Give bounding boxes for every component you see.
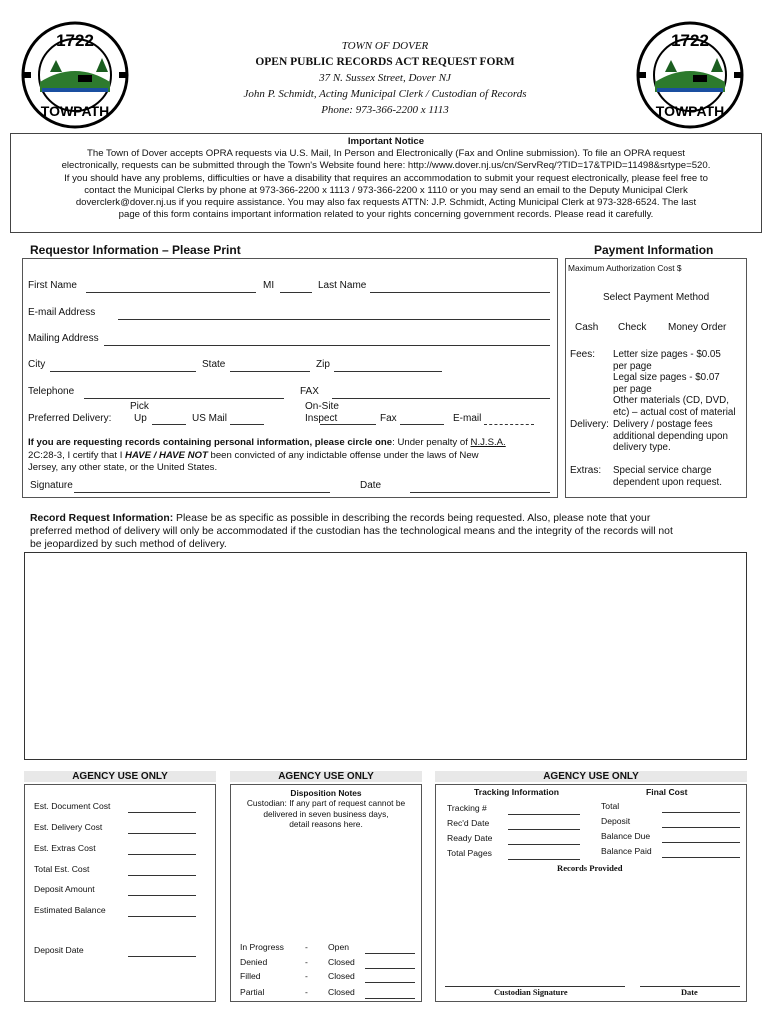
- first-name-field[interactable]: [86, 292, 256, 293]
- zip-field[interactable]: [334, 371, 442, 372]
- preferred-delivery-label: Preferred Delivery:: [28, 413, 112, 424]
- total-pages-label: Total Pages: [447, 848, 492, 858]
- status-partial[interactable]: Partial: [240, 987, 265, 997]
- est-delivery-cost-field[interactable]: [128, 833, 196, 834]
- mailing-field[interactable]: [104, 345, 550, 346]
- money-order-option[interactable]: Money Order: [668, 322, 727, 333]
- cert-statute: N.J.S.A.: [470, 437, 506, 448]
- first-name-label: First Name: [28, 280, 77, 291]
- est-extras-cost-field[interactable]: [128, 854, 196, 855]
- fax-field[interactable]: [332, 398, 550, 399]
- records-provided-area[interactable]: [440, 876, 742, 984]
- certification-text: [28, 437, 548, 475]
- fee-line: per page: [613, 383, 652, 395]
- status-in-progress[interactable]: In Progress: [240, 942, 284, 952]
- check-option[interactable]: Check: [618, 322, 647, 333]
- total-est-cost-label: Total Est. Cost: [34, 864, 90, 874]
- estimated-balance-label: Estimated Balance: [34, 905, 106, 915]
- clerk-phone: Phone: 973-366-2200 x 1113: [321, 104, 449, 116]
- date-field[interactable]: [410, 492, 550, 493]
- disposition-line: detail reasons here.: [289, 819, 363, 830]
- recd-date-label: Rec'd Date: [447, 818, 490, 828]
- fees-list: [613, 349, 736, 419]
- total-est-cost-field[interactable]: [128, 875, 196, 876]
- delivery-label: Delivery:: [570, 419, 609, 430]
- city-label: City: [28, 359, 46, 370]
- notice-line: page of this form contains important information related to your rights concerning government records. Please read it carefully.: [118, 209, 654, 221]
- town-name: TOWN OF DOVER: [341, 40, 429, 52]
- pickup-label-bottom: Up: [134, 413, 147, 424]
- custodian-signature-field[interactable]: [445, 986, 625, 987]
- record-request-instructions: [30, 512, 750, 551]
- mi-field[interactable]: [280, 292, 312, 293]
- town-address: 37 N. Sussex Street, Dover NJ: [319, 72, 451, 84]
- seal-name-text: TOWPATH: [655, 103, 725, 119]
- delivery-list: [613, 419, 728, 454]
- tracking-title: Tracking Information: [474, 787, 559, 797]
- town-seal-logo-left: [20, 20, 130, 130]
- disposition-title: Disposition Notes: [290, 788, 362, 798]
- extras-line: dependent upon request.: [613, 476, 722, 488]
- record-request-line: Please be as specific as possible in describing the records being requested. Also, please note that your: [173, 513, 651, 524]
- requestor-heading: Requestor Information – Please Print: [30, 243, 241, 257]
- estimated-balance-field[interactable]: [128, 916, 196, 917]
- fees-label: Fees:: [570, 349, 596, 360]
- last-name-field[interactable]: [370, 292, 550, 293]
- seal-name-text: TOWPATH: [40, 103, 110, 119]
- onsite-label-bottom: Inspect: [305, 413, 338, 424]
- ready-date-label: Ready Date: [447, 833, 493, 843]
- fee-line: etc) – actual cost of material: [613, 406, 736, 418]
- city-field[interactable]: [50, 371, 196, 372]
- form-header: [150, 38, 620, 118]
- delivery-line: Delivery / postage fees: [613, 419, 713, 430]
- pickup-label-top: Pick: [130, 401, 149, 412]
- status-dash: -: [305, 942, 308, 952]
- agency-heading-tracking: AGENCY USE ONLY: [435, 771, 747, 782]
- status-field[interactable]: [365, 998, 415, 999]
- final-total-field[interactable]: [662, 812, 740, 813]
- extras-label: Extras:: [570, 465, 602, 476]
- us-mail-option[interactable]: [230, 424, 264, 425]
- fax-label: FAX: [300, 386, 319, 397]
- tracking-number-label: Tracking #: [447, 803, 487, 813]
- total-pages-field[interactable]: [508, 859, 580, 860]
- status-field[interactable]: [365, 953, 415, 954]
- custodian-date-field[interactable]: [640, 986, 740, 987]
- cash-option[interactable]: Cash: [575, 322, 599, 333]
- agency-heading-costs: AGENCY USE ONLY: [24, 771, 216, 782]
- cert-line3: Jersey, any other state, or the United States.: [28, 462, 218, 473]
- zip-label: Zip: [316, 359, 330, 370]
- signature-field[interactable]: [74, 492, 330, 493]
- balance-due-field[interactable]: [662, 842, 740, 843]
- telephone-label: Telephone: [28, 386, 75, 397]
- status-field[interactable]: [365, 968, 415, 969]
- notice-line: electronically, requests can be submitted through the Town's Website found here: http://www.dover.nj.us/cn/ServReq/?TID=17&TPID=11498&srtype=520.: [61, 160, 711, 172]
- telephone-field[interactable]: [84, 398, 284, 399]
- email-field[interactable]: [118, 319, 550, 320]
- disposition-line: delivered in seven business days,: [263, 808, 389, 819]
- balance-paid-field[interactable]: [662, 857, 740, 858]
- delivery-line: delivery type.: [613, 442, 671, 454]
- us-mail-label: US Mail: [192, 413, 228, 424]
- town-seal-logo-right: [635, 20, 745, 130]
- seal-year-text: 1722: [671, 31, 709, 50]
- final-deposit-field[interactable]: [662, 827, 740, 828]
- state-label: State: [202, 359, 226, 370]
- notice-line: If you should have any problems, difficulties or have a disability that requires an accommodation to submit your request electronically, please feel free to: [64, 172, 708, 184]
- custodian-date-label: Date: [681, 988, 698, 997]
- disposition-notes: [230, 788, 422, 830]
- record-request-textarea[interactable]: [24, 552, 747, 760]
- deposit-date-field[interactable]: [128, 956, 196, 957]
- last-name-label: Last Name: [318, 280, 367, 291]
- status-dash: -: [305, 957, 308, 967]
- balance-paid-label: Balance Paid: [601, 846, 652, 856]
- status-filled[interactable]: Filled: [240, 971, 261, 981]
- est-document-cost-label: Est. Document Cost: [34, 801, 111, 811]
- status-closed[interactable]: Closed: [328, 957, 355, 967]
- balance-due-label: Balance Due: [601, 831, 651, 841]
- mailing-label: Mailing Address: [28, 333, 99, 344]
- final-total-label: Total: [601, 801, 620, 811]
- signature-label: Signature: [30, 480, 73, 491]
- est-extras-cost-label: Est. Extras Cost: [34, 843, 96, 853]
- custodian-signature-label: Custodian Signature: [494, 988, 568, 997]
- seal-year-text: 1722: [56, 31, 94, 50]
- fax-option-label: Fax: [380, 413, 397, 424]
- tracking-number-field[interactable]: [508, 814, 580, 815]
- notice-title: Important Notice: [347, 136, 425, 147]
- deposit-amount-label: Deposit Amount: [34, 884, 95, 894]
- notice-line: The Town of Dover accepts OPRA requests via U.S. Mail, In Person and Electronically (Fax and Online submission). To file an OPRA request: [87, 148, 685, 160]
- delivery-line: additional depending upon: [613, 430, 728, 442]
- select-method-label: Select Payment Method: [603, 292, 710, 303]
- clerk-name: John P. Schmidt, Acting Municipal Clerk / Custodian of Records: [243, 88, 527, 100]
- disposition-line: Custodian: If any part of request cannot be: [246, 798, 406, 809]
- have-have-not-choice[interactable]: HAVE / HAVE NOT: [125, 449, 208, 461]
- agency-heading-disposition: AGENCY USE ONLY: [230, 771, 422, 782]
- final-deposit-label: Deposit: [601, 816, 631, 826]
- status-closed[interactable]: Closed: [328, 971, 355, 981]
- est-document-cost-field[interactable]: [128, 812, 196, 813]
- fee-line: Other materials (CD, DVD,: [613, 395, 729, 407]
- ready-date-field[interactable]: [508, 844, 580, 845]
- fee-line: Legal size pages - $0.07: [613, 372, 720, 384]
- final-cost-title: Final Cost: [646, 787, 688, 797]
- extras-line: Special service charge: [613, 465, 712, 476]
- status-denied[interactable]: Denied: [240, 957, 268, 967]
- important-notice: [10, 133, 762, 233]
- status-dash: -: [305, 971, 308, 981]
- records-provided-label: Records Provided: [557, 863, 623, 873]
- form-title: OPEN PUBLIC RECORDS ACT REQUEST FORM: [255, 56, 515, 68]
- fee-line: Letter size pages - $0.05: [613, 349, 721, 360]
- max-auth-label: Maximum Authorization Cost $: [568, 263, 682, 273]
- notice-line: doverclerk@dover.nj.us if you require assistance. You may also fax requests ATTN: J.P. Schmidt, Acting Municipal Clerk at 973-328-6524. The last: [75, 197, 697, 209]
- deposit-date-label: Deposit Date: [34, 945, 84, 955]
- status-open[interactable]: Open: [328, 942, 350, 952]
- email-option[interactable]: [484, 424, 534, 425]
- payment-heading: Payment Information: [594, 243, 714, 257]
- date-label: Date: [360, 480, 382, 491]
- mi-label: MI: [263, 280, 275, 291]
- record-request-title: Record Request Information:: [30, 513, 174, 524]
- cert-bold: If you are requesting records containing personal information, please circle one: [28, 437, 393, 448]
- cert-line2b: been convicted of any indictable offense under the laws of New: [207, 449, 479, 461]
- state-field[interactable]: [230, 371, 310, 372]
- status-closed[interactable]: Closed: [328, 987, 355, 997]
- email-label: E-mail Address: [28, 307, 96, 318]
- fax-option[interactable]: [400, 424, 444, 425]
- recd-date-field[interactable]: [508, 829, 580, 830]
- est-delivery-cost-label: Est. Delivery Cost: [34, 822, 103, 832]
- fee-line: per page: [613, 360, 652, 372]
- record-request-line: preferred method of delivery will only be accommodated if the custodian has the technological means and the integrity of the records will not: [30, 526, 673, 537]
- cert-line2a: 2C:28-3, I certify that I: [28, 449, 126, 461]
- record-request-line: be jeopardized by such method of delivery.: [30, 539, 227, 550]
- onsite-label-top: On-Site: [305, 401, 339, 412]
- status-dash: -: [305, 987, 308, 997]
- onsite-option[interactable]: [320, 424, 376, 425]
- status-field[interactable]: [365, 982, 415, 983]
- notice-line: contact the Municipal Clerks by phone at 973-366-2200 x 1113 / 973-366-2200 x 1110 or you may send an email to the Deputy Municipal Clerk: [84, 184, 688, 196]
- deposit-amount-field[interactable]: [128, 895, 196, 896]
- email-option-label: E-mail: [453, 413, 482, 424]
- cert-line1: : Under penalty of: [392, 437, 471, 448]
- extras-list: [613, 465, 722, 488]
- pickup-option[interactable]: [152, 424, 186, 425]
